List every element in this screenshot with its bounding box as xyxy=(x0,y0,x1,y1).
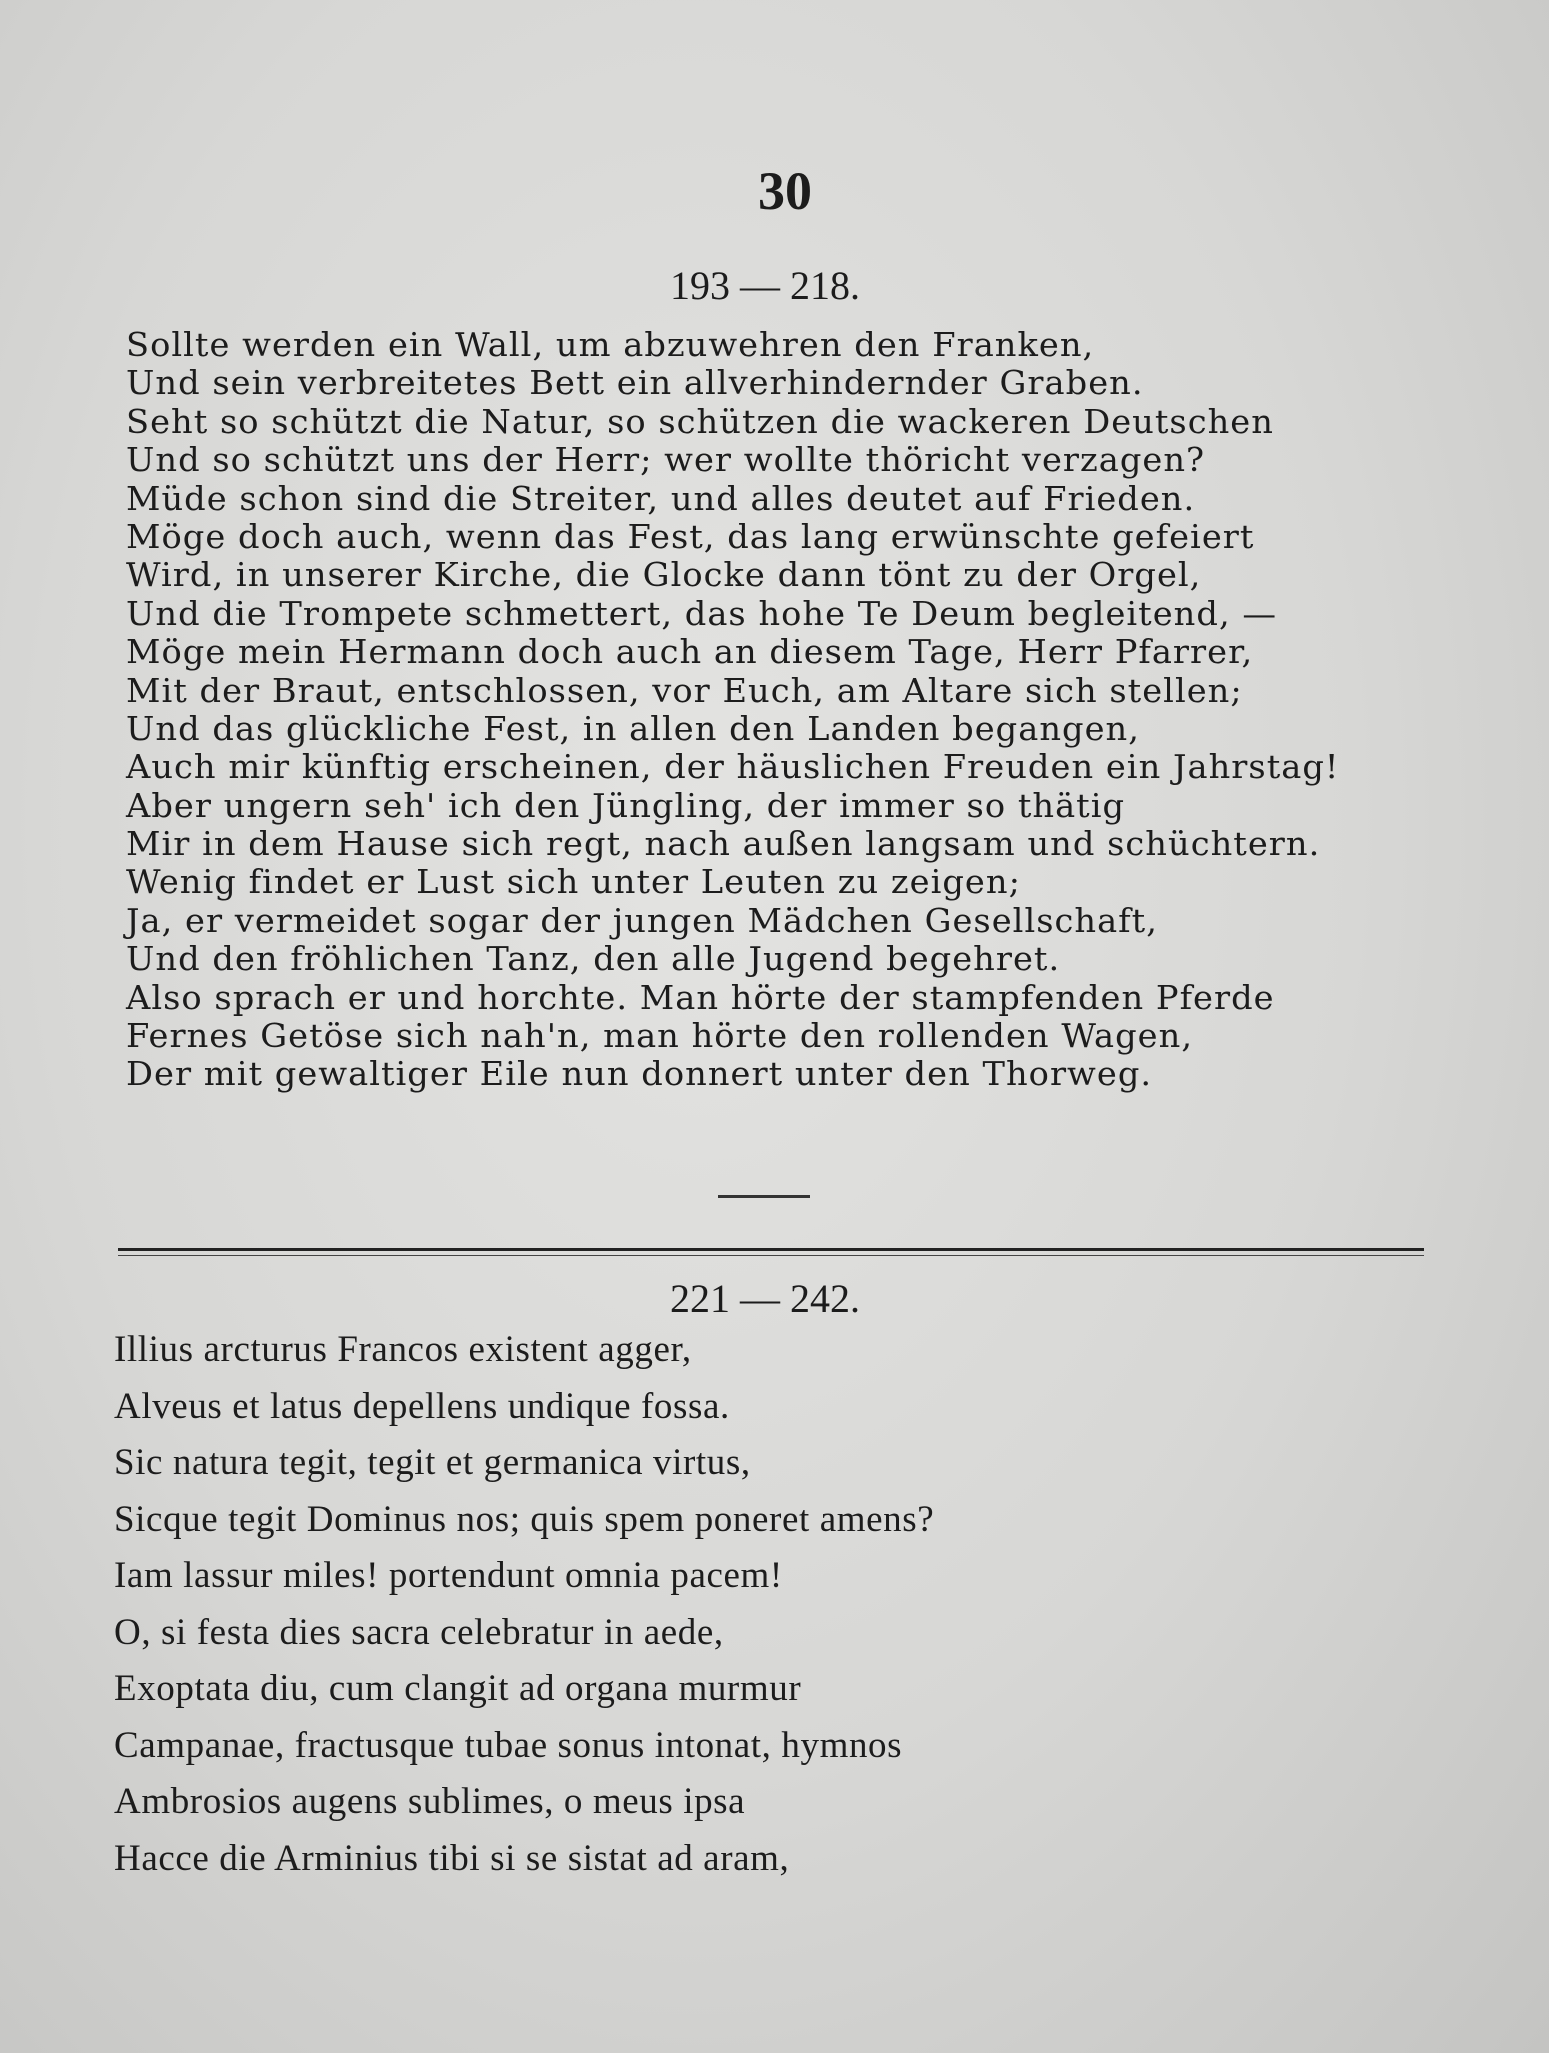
german-verse-line: Mir in dem Hause sich regt, nach außen langsam und schüchtern. xyxy=(126,824,1321,864)
latin-verse-line: Iam lassur miles! portendunt omnia pacem! xyxy=(114,1555,783,1596)
section-end-rule xyxy=(718,1195,810,1198)
german-verse-line: Und das glückliche Fest, in allen den Landen begangen, xyxy=(126,708,1140,748)
german-verse-line: Müde schon sind die Streiter, und alles deutet auf Frieden. xyxy=(126,478,1196,518)
german-verse-line: Und die Trompete schmettert, das hohe Te Deum begleitend, — xyxy=(126,593,1278,633)
latin-verse xyxy=(114,1322,934,1887)
german-verse-line: Wird, in unserer Kirche, die Glocke dann tönt zu der Orgel, xyxy=(126,555,1202,595)
german-verse-line: Wenig findet er Lust sich unter Leuten zu zeigen; xyxy=(126,862,1021,902)
latin-verse-line: Ambrosios augens sublimes, o meus ipsa xyxy=(114,1781,746,1822)
german-verse-line: Mit der Braut, entschlossen, vor Euch, am Altare sich stellen; xyxy=(126,670,1243,710)
section-divider-rule xyxy=(118,1248,1424,1256)
german-verse-line: Und so schützt uns der Herr; wer wollte thöricht verzagen? xyxy=(126,440,1206,480)
german-verse-line: Fernes Getöse sich nah'n, man hörte den rollenden Wagen, xyxy=(126,1016,1194,1056)
latin-verse-line: Hacce die Arminius tibi si se sistat ad aram, xyxy=(114,1837,790,1879)
page-number: 30 xyxy=(758,161,812,221)
latin-verse-line: Sicque tegit Dominus nos; quis spem poneret amens? xyxy=(114,1498,935,1540)
german-verse-line: Ja, er vermeidet sogar der jungen Mädchen Gesellschaft, xyxy=(126,900,1158,940)
latin-verse-line: Alveus et latus depellens undique fossa. xyxy=(114,1385,730,1427)
german-verse-line: Der mit gewaltiger Eile nun donnert unter den Thorweg. xyxy=(126,1054,1153,1094)
german-verse-line: Sollte werden ein Wall, um abzuwehren den Franken, xyxy=(126,325,1095,364)
german-verse-line: Möge doch auch, wenn das Fest, das lang erwünschte gefeiert xyxy=(126,516,1255,556)
german-verse-line: Also sprach er und horchte. Man hörte der stampfenden Pferde xyxy=(126,977,1275,1017)
german-verse xyxy=(126,326,1339,1094)
latin-verse-line: Illius arcturus Francos existent agger, xyxy=(114,1329,692,1370)
latin-verse-line: Exoptata diu, cum clangit ad organa murmur xyxy=(114,1668,802,1709)
german-verse-line: Auch mir künftig erscheinen, der häuslichen Freuden ein Jahrstag! xyxy=(126,747,1340,787)
german-verse-line: Und den fröhlichen Tanz, den alle Jugend begehret. xyxy=(126,939,1061,979)
german-verse-line: Und sein verbreitetes Bett ein allverhindernder Graben. xyxy=(126,363,1144,403)
german-verse-line: Möge mein Hermann doch auch an diesem Tage, Herr Pfarrer, xyxy=(126,632,1254,672)
german-verse-line: Seht so schützt die Natur, so schützen die wackeren Deutschen xyxy=(126,401,1274,441)
latin-verse-line: O, si festa dies sacra celebratur in aede, xyxy=(114,1611,724,1653)
german-verse-line: Aber ungern seh' ich den Jüngling, der immer so thätig xyxy=(126,785,1126,825)
german-section-heading: 193 — 218. xyxy=(670,263,860,308)
latin-verse-line: Campanae, fractusque tubae sonus intonat, hymnos xyxy=(114,1724,903,1766)
latin-section-heading: 221 — 242. xyxy=(670,1276,860,1321)
latin-verse-line: Sic natura tegit, tegit et germanica virtus, xyxy=(114,1442,751,1483)
